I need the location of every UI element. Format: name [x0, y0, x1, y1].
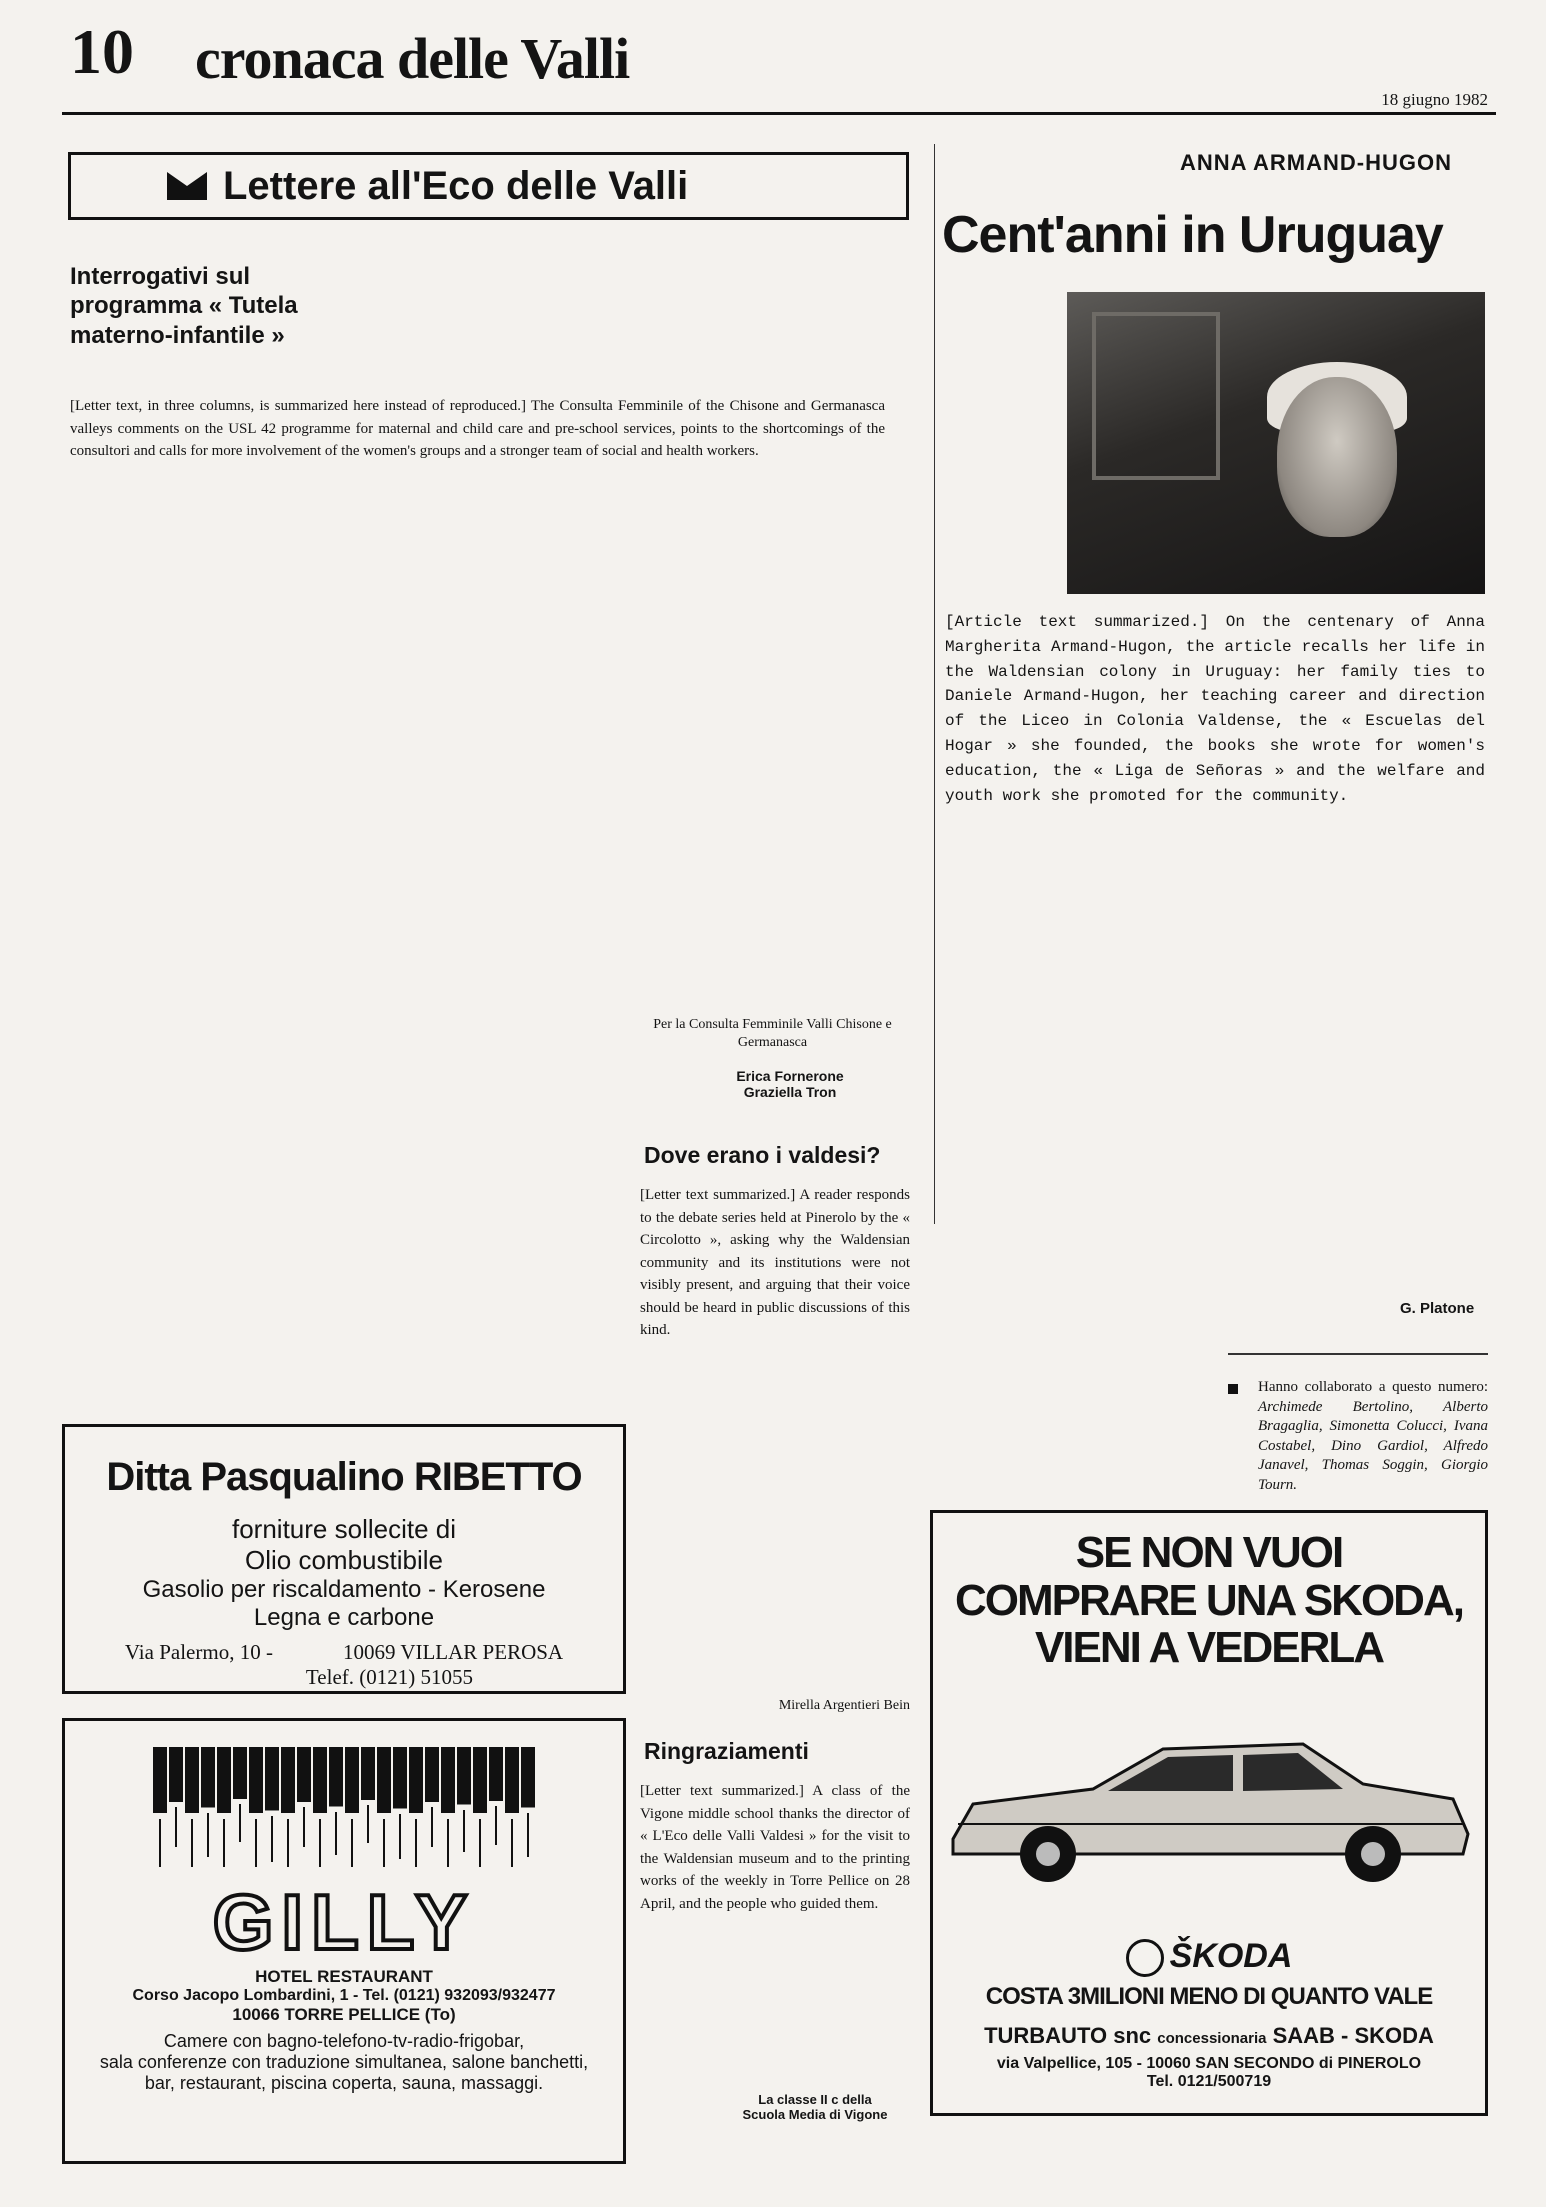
ad-ribetto — [62, 1424, 626, 1694]
letters-header-box — [68, 152, 909, 220]
photo-frame-shape — [1092, 312, 1220, 480]
ad-skoda-brand — [933, 1937, 1485, 1977]
envelope-icon — [167, 172, 207, 200]
feature-signature: G. Platone — [1400, 1300, 1475, 1317]
forest-illustration — [105, 1747, 583, 1867]
ad-gilly-line2: sala conferenze con traduzione simultanea, salone banchetti, — [99, 2052, 589, 2072]
ad-ribetto-line1: forniture sollecite di — [232, 1514, 456, 1544]
feature-summary: [Article text summarized.] On the centenary of Anna Margherita Armand-Hugon, the article recalls her life in the Waldensian colony in Uruguay: her family ties to Daniele Armand-Hugon, her teaching career and direction of the Liceo in Colonia Valdense, the « Escuelas del Hogar » she founded, the books she wrote for women's education, the « Liga de Señoras » and the welfare and youth work she promoted for the community. — [945, 613, 1485, 805]
ad-ribetto-line3: Gasolio per riscaldamento - Kerosene — [142, 1576, 546, 1603]
letter3-summary: [Letter text summarized.] A class of the Vigone middle school thanks the director of « L'Eco delle Valli Valdesi » for the visit to the Waldensian museum and to the printing works of the weekly in Torre Pellice on 28 April, and the people who guided them. — [640, 1783, 910, 1912]
letter2-summary: [Letter text summarized.] A reader responds to the debate series held at Pinerolo by the « Circolotto », asking why the Waldensian community and its institutions were not visibly present, and arguing that their voice should be heard in public discussions of this kind. — [640, 1187, 910, 1338]
ad-gilly-subtitle: HOTEL RESTAURANT — [255, 1967, 433, 1986]
letter1-summary: [Letter text, in three columns, is summarized here instead of reproduced.] The Consulta Femminile of the Chisone and Germanasca valleys comments on the USL 42 programme for maternal and child care and pre-school services, points to the shortcomings of the consultori and calls for more involvement of the women's groups and a stronger team of social and health workers. — [70, 398, 885, 459]
feature-kicker: ANNA ARMAND-HUGON — [1180, 150, 1453, 175]
letter1-signature-names: Erica Fornerone Graziella Tron — [736, 1068, 844, 1100]
ad-skoda-headline3: VIENI A VEDERLA — [1034, 1623, 1384, 1673]
ad-gilly — [62, 1718, 626, 2164]
contributors-bullet-icon — [1228, 1384, 1238, 1394]
contributors-names: Archimede Bertolino, Alberto Bragaglia, Simonetta Colucci, Ivana Costabel, Dino Gardiol, Alfredo Janavel, Thomas Soggin, Giorgio Tourn. — [1258, 1398, 1488, 1493]
letter2-title: Dove erano i valdesi? — [644, 1142, 881, 1168]
ad-gilly-name: GILLY — [212, 1878, 476, 1966]
ad-gilly-line3: bar, restaurant, piscina coperta, sauna, massaggi. — [144, 2073, 544, 2093]
ad-gilly-line1: Camere con bagno-telefono-tv-radio-frigobar, — [163, 2031, 525, 2051]
letter1-signature-intro: Per la Consulta Femminile Valli Chisone e Germanasca — [653, 1017, 892, 1051]
contributors-rule — [1228, 1353, 1488, 1355]
car-illustration — [933, 1729, 1483, 1889]
ad-skoda-dealer-brands: SAAB - SKODA — [1272, 2023, 1434, 2049]
ad-skoda-tagline: COSTA 3MILIONI MENO DI QUANTO VALE — [985, 1983, 1433, 2011]
masthead-rule — [62, 112, 1496, 115]
letter2-signature: Mirella Argentieri Bein — [778, 1698, 910, 1713]
portrait-photo — [1067, 292, 1485, 594]
ad-skoda-headline2: COMPRARE UNA SKODA, — [955, 1575, 1463, 1625]
contributors-block — [1258, 1378, 1488, 1495]
ad-gilly-city: 10066 TORRE PELLICE (To) — [232, 2005, 456, 2024]
ad-ribetto-name: Ditta Pasqualino RIBETTO — [106, 1455, 582, 1499]
letter3-signature: La classe II c della Scuola Media di Vigone — [742, 2092, 888, 2122]
photo-face-shape — [1277, 377, 1397, 537]
ad-skoda-dealer: TURBAUTO snc — [984, 2023, 1152, 2049]
letter1-title: Interrogativi sul programma « Tutela materno-infantile » — [70, 263, 298, 349]
ad-skoda-brand-text: ŠKODA — [1169, 1937, 1293, 1975]
ad-skoda-dealer-role: concessionaria — [1157, 2030, 1267, 2048]
skoda-logo-icon — [1126, 1939, 1164, 1977]
ad-ribetto-address: Via Palermo, 10 - — [124, 1640, 273, 1664]
letter3-title: Ringraziamenti — [644, 1738, 809, 1764]
contributors-intro: Hanno collaborato a questo numero: — [1258, 1379, 1488, 1395]
ad-ribetto-line2: Olio combustibile — [245, 1545, 443, 1575]
feature-title: Cent'anni in Uruguay — [942, 206, 1443, 264]
masthead-title: cronaca delle Valli — [195, 26, 630, 91]
ad-ribetto-phone: Telef. (0121) 51055 — [305, 1665, 473, 1689]
ad-gilly-address: Corso Jacopo Lombardini, 1 - Tel. (0121) 932093/932477 — [132, 1987, 556, 2004]
ad-skoda-headline1: SE NON VUOI — [1075, 1528, 1343, 1577]
letters-section-title: Lettere all'Eco delle Valli — [223, 163, 689, 208]
column-divider — [934, 144, 935, 1224]
ad-skoda-address: via Valpellice, 105 - 10060 SAN SECONDO di PINEROLO — [996, 2055, 1422, 2073]
ad-ribetto-line4: Legna e carbone — [253, 1604, 435, 1631]
ad-skoda-phone: Tel. 0121/500719 — [1146, 2073, 1272, 2091]
ad-ribetto-city: 10069 VILLAR PEROSA — [342, 1640, 564, 1664]
page-number: 10 — [70, 16, 134, 87]
ad-skoda — [930, 1510, 1488, 2116]
issue-date: 18 giugno 1982 — [1381, 90, 1488, 109]
